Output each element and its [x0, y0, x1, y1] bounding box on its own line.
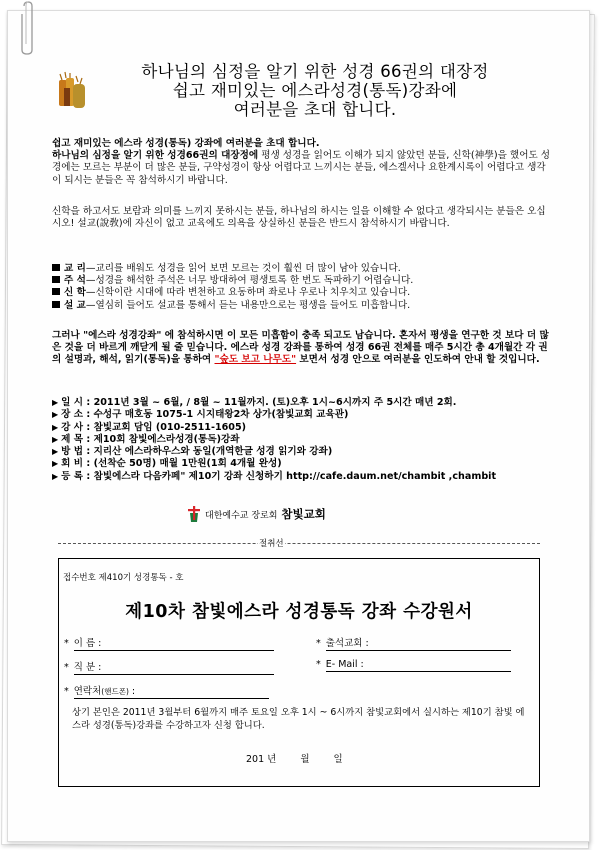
required-asterisk: * [316, 659, 321, 670]
pledge-text: 상기 본인은 2011년 3월부터 6월까지 매주 토요일 오후 1시 ~ 6시까지 참빛교회에서 실시하는 제10기 참빛 에스라 성경(통독)강좌를 수강하고자 신청 합니다. [72, 707, 525, 731]
main-text-after: 보면서 성경 안으로 여러분을 인도하여 안내 할 것입니다. [296, 354, 540, 366]
receipt-number: 접수번호 제410기 성경통독 - 호 [63, 573, 184, 583]
church-field[interactable] [316, 635, 511, 651]
detail-label: 일 시 [61, 397, 84, 408]
triangle-bullet-icon: ▶ [52, 398, 59, 407]
triangle-bullet-icon: ▶ [52, 434, 59, 444]
name-field[interactable] [64, 635, 274, 651]
date-month: 월 [300, 754, 310, 765]
required-asterisk: * [64, 638, 69, 649]
form-title: 제10차 참빛에스라 성경통독 강좌 수강원서 [125, 602, 473, 622]
detail-value: 2011년 3월 ~ 6월, / 8월 ~ 11월까지. (토)오후 1시~6시까지 주 5시간 매년 2회. [93, 397, 457, 408]
email-field-label: E- Mail : [326, 659, 511, 672]
doctrine-term: 주 석 [64, 275, 86, 287]
intro-headline: 쉽고 재미있는 에스라 성경(통독) 강좌에 여러분을 초대 합니다. [52, 138, 320, 149]
event-details [52, 397, 552, 483]
name-field-label: 이 름 : [74, 635, 274, 651]
church-logo-icon [187, 506, 201, 522]
date-year: 201 년 [246, 754, 277, 765]
detail-label: 방 법 [61, 446, 84, 458]
detail-row: ▶ 방 법 : 지리산 에스라하우스와 동일(개역한글 성경 읽기와 강좌) [52, 446, 333, 458]
detail-label: 장 소 [61, 409, 84, 421]
position-field-label: 직 분 : [74, 659, 274, 675]
required-asterisk: * [64, 686, 69, 697]
detail-label: 강 사 [61, 421, 84, 433]
square-bullet-icon [52, 301, 60, 308]
triangle-bullet-icon: ▶ [52, 459, 59, 469]
intro-paragraph-2: 신학을 하고서도 보람과 의미를 느끼지 못하시는 분들, 하나님의 하시는 일을 이해할 수 없다고 생각되시는 분들은 오십시오! 설교(說敎)에 자신이 없고 교육에도 의욕을 상실하신 분들은 반드시 참석하시기 바랍니다. [52, 206, 546, 230]
hero-heading [55, 62, 575, 119]
detail-label: 회 비 [61, 458, 84, 470]
main-text-before: 그러나 "에스라 성경강좌" 에 참석하시면 이 모든 미흡함이 충족 되고도 남습니다. 혼자서 평생을 연구한 것 보다 더 많은 것을 더 바르게 깨닫게 될 줄 믿습니다. 에스라 성경 강좌를 통하여 성경 66권 전체를 매주 5시간 총 4개월간 각 권의 설명과, 해석, 읽기(통독)을 통하여 [52, 330, 549, 366]
date-day: 일 [333, 754, 343, 765]
detail-value: 참빛교회 담임 (010-2511-1605) [93, 421, 247, 433]
doctrine-term: 설 교 [64, 299, 86, 311]
hero-line-2: 쉽고 재미있는 에스라성경(통독)강좌에 [172, 81, 458, 100]
triangle-bullet-icon: ▶ [52, 422, 59, 432]
hero-line-3: 여러분을 초대 합니다. [233, 100, 397, 119]
detail-label: 제 목 [61, 433, 84, 445]
phone-field-label [74, 683, 269, 699]
required-asterisk: * [316, 638, 321, 649]
doctrine-term: 교 리 [64, 263, 86, 274]
detail-value[interactable]: 참빛에스라 다음카페" 제10기 강좌 신청하기 http://cafe.daum.net/chambit ,chambit [93, 470, 497, 482]
doctrine-text: —열심히 들어도 설교를 통해서 듣는 내용만으로는 평생을 들어도 미흡합니다. [85, 299, 411, 311]
email-field[interactable] [316, 659, 511, 672]
detail-value: (선착순 50명) 매월 1만원(1회 4개월 완성) [93, 458, 282, 470]
doctrine-list [52, 263, 552, 312]
doctrine-item [52, 287, 552, 299]
detail-value: 지리산 에스라하우스와 동일(개역한글 성경 읽기와 강좌) [93, 446, 333, 458]
intro-text: 평생 성경을 읽어도 이해가 되지 않았던 분들, 신학(神學)을 했어도 성경에는 모르는 부분이 더 많은 분들, 구약성경이 항상 어렵다고 느끼시는 분들, 에스겔서나 요한계시록이 어렵다고 생각이 되시는 분들은 꼭 참석하시기 바랍니다. [52, 150, 551, 186]
doctrine-term: 신 학 [64, 287, 86, 299]
phone-sublabel: (핸드폰) [101, 687, 129, 696]
detail-row: ▶ 제 목 : 제10회 참빛에스라성경(통독)강좌 [52, 433, 240, 445]
detail-row: ▶ 강 사 : 참빛교회 담임 (010-2511-1605) [52, 421, 247, 433]
doctrine-item [52, 300, 552, 312]
hero-line-1: 하나님의 심정을 알기 위한 성경 66권의 대장정 [141, 62, 489, 81]
church-name: 참빛교회 [281, 507, 326, 521]
intro-bold-lead: 하나님의 심정을 알기 위한 성경66권의 대장정에 [52, 150, 259, 162]
highlight-phrase: "숲도 보고 나무도" [214, 354, 297, 366]
main-paragraph [52, 330, 552, 367]
square-bullet-icon [52, 288, 60, 295]
phone-field[interactable] [64, 683, 269, 699]
detail-row: ▶ 장 소 : 수성구 매호동 1075-1 시지태왕2차 상가(참빛교회 교육관) [52, 409, 349, 421]
intro-body [52, 150, 552, 187]
detail-row: ▶ 등 록 : 참빛에스라 다음카페" 제10기 강좌 신청하기 http://cafe.daum.net/chambit ,chambit [52, 470, 497, 482]
doctrine-text: —교리를 배워도 성경을 읽어 보면 모르는 것이 훨씬 더 많이 남아 있습니다. [85, 263, 401, 274]
doctrine-text: —신학이란 시대에 따라 변천하고 요동하며 좌로나 우로나 치우치고 있습니다. [85, 287, 411, 299]
triangle-bullet-icon: ▶ [52, 471, 59, 481]
cut-line [58, 543, 540, 544]
doctrine-text: —성경을 해석한 주석은 너무 방대하여 평생토록 한 번도 독파하기 어렵습니다. [85, 275, 414, 287]
detail-row: ▶ 회 비 : (선착순 50명) 매월 1만원(1회 4개월 완성) [52, 458, 282, 470]
required-asterisk: * [64, 662, 69, 673]
square-bullet-icon [52, 276, 60, 283]
intro-paragraph [52, 138, 552, 187]
position-field[interactable] [64, 659, 274, 675]
square-bullet-icon [52, 264, 60, 271]
phone-label: 연락처 [73, 686, 102, 697]
doctrine-item [52, 275, 552, 287]
paperclip-icon [18, 0, 38, 56]
denomination-label: 대한예수교 장로회 [205, 510, 278, 521]
church-field-label: 출석교회 : [326, 635, 511, 651]
detail-label: 등 록 [61, 470, 84, 482]
triangle-bullet-icon: ▶ [52, 447, 59, 457]
detail-value: 수성구 매호동 1075-1 시지태왕2차 상가(참빛교회 교육관) [93, 409, 349, 421]
detail-row: ▶ 일 시 : 2011년 3월 ~ 6월, / 8월 ~ 11월까지. (토)오후 1시~6시까지 주 5시간 매년 2회. [52, 397, 457, 408]
phone-colon: : [128, 686, 136, 697]
triangle-bullet-icon: ▶ [52, 410, 59, 420]
date-line [246, 751, 367, 765]
cut-line-label: 절취선 [259, 539, 284, 549]
church-signature [187, 506, 326, 522]
doctrine-item [52, 263, 552, 275]
detail-value: 제10회 참빛에스라성경(통독)강좌 [93, 433, 240, 445]
